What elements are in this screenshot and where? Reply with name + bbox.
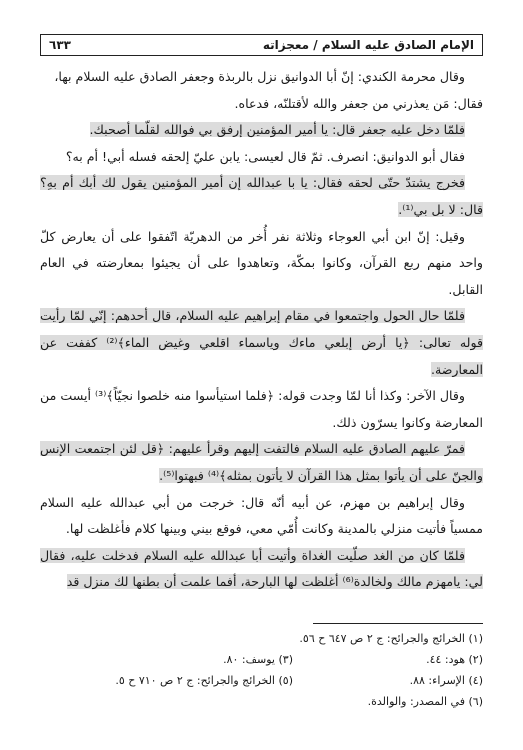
highlighted-text: فمرّ عليهم الصادق عليه السلام فالتفت إليهم وقرأ عليهم: ﴿قل لئن اجتمعت الإنس والجنّ على أن يأتوا بمثل هذا القرآن لا يأتون بمثله﴾⁽⁴⁾ فبهتوا⁽⁵⁾.	[40, 441, 483, 483]
highlighted-text: فلمّا دخل عليه جعفر قال: يا أمير المؤمنين إرفق بي فوالله لقلّما أصحبك.	[89, 122, 465, 138]
highlighted-text: فخرج يشتدّ حتّى لحقه فقال: يا با عبدالله إن أمير المؤمنين يقول لك أبك أم بهِ؟ قال: لا بل بي⁽¹⁾.	[40, 175, 483, 217]
footnote: (٥) الخرائج والجرائح: ج ٢ ص ٧١٠ ح ٥.	[115, 674, 293, 687]
footnote: (٤) الإسراء: ٨٨.	[409, 674, 483, 687]
paragraph: وقال محرمة الكندي: إنّ أبا الدوانيق نزل بالربذة وجعفر الصادق عليه السلام بها،	[54, 69, 465, 84]
paragraph	[40, 303, 483, 383]
header-title: الإمام الصادق عليه السلام / معجزاته	[262, 38, 474, 52]
paragraph	[40, 436, 483, 489]
highlighted-text: فلمّا حال الحول واجتمعوا في مقام إبراهيم عليه السلام، قال أحدهم: إنّي لمّا رأيت قوله تعالى: ﴿يا أرض إبلعي ماءك وياسماء اقلعي وغيض الماء﴾⁽²⁾ كففت عن المعارضة.	[40, 308, 483, 377]
body-text	[40, 64, 483, 596]
footnote-row	[40, 670, 483, 691]
footnote: (١) الخرائج والجرائح: ج ٢ ص ٦٤٧ ح ٥٦.	[299, 632, 483, 645]
paragraph	[40, 117, 483, 144]
footnote-row	[40, 691, 483, 712]
paragraph	[40, 170, 483, 223]
footnote: (٢) هود: ٤٤.	[426, 653, 483, 666]
footnote: (٦) في المصدر: والوالدة.	[367, 695, 483, 708]
footnote-divider	[313, 623, 483, 624]
paragraph	[40, 543, 483, 596]
footnotes	[40, 628, 483, 712]
paragraph: فقال: مَن يعذرني من جعفر والله لأقتلنّه، فدعاه.	[234, 95, 483, 111]
running-header	[40, 34, 483, 56]
paragraph: فقال أبو الدوانيق: انصرف. ثمّ قال لعيسى: يابن عليّ إلحقه فسله أبي! أم به؟	[65, 148, 465, 164]
footnote-row	[40, 628, 483, 649]
page-number: ٦٣٣	[49, 38, 71, 52]
paragraph: وقال إبراهيم بن مهزم، عن أبيه أنّه قال: خرجت من أبي عبدالله عليه السلام ممسياً فأتيت منزلي بالمدينة وكانت أُمّي معي، فوقع بيني وبينها كلام فأغلظت لها.	[40, 494, 483, 537]
paragraph: وقيل: إنّ ابن أبي العوجاء وثلاثة نفر أُخر من الدهريّة اتّفقوا على أن يعارض كلّ واحد منهم ربع القرآن، وكانوا بمكّة، وتعاهدوا على أن يجيئوا بمعارضته في العام القابل.	[40, 228, 483, 297]
highlighted-text: فلمّا كان من الغد صلّيت الغداة وأتيت أبا عبدالله عليه السلام فدخلت عليه، فقال لي: يامهزم مالك ولخالدة⁽⁶⁾ أغلظت لها البارحة، أفما علمت أن بطنها لك منزل قد	[40, 547, 483, 590]
footnote-row	[40, 649, 483, 670]
footnote: (٣) يوسف: ٨٠.	[223, 653, 293, 666]
paragraph: وقال الآخر: وكذا أنا لمّا وجدت قوله: ﴿فلما استيأسوا منه خلصوا نجيّاً﴾⁽³⁾ أيست من المعارضة وكانوا يسرّون ذلك.	[40, 388, 483, 430]
